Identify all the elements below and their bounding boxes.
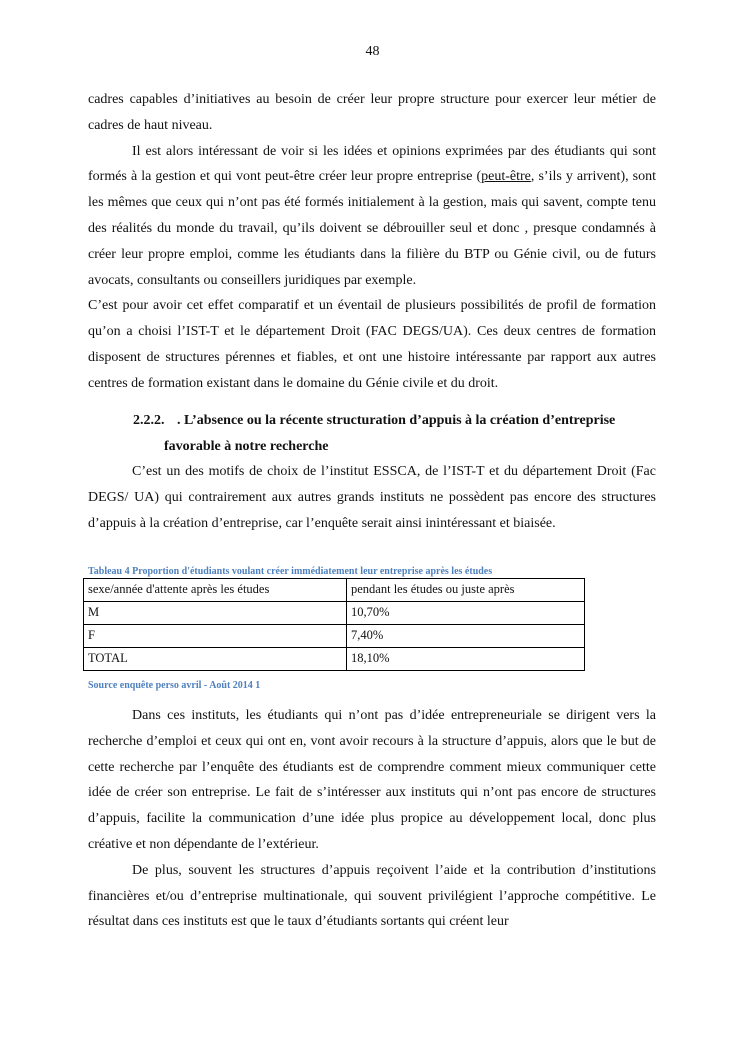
table-row: [84, 602, 585, 625]
paragraph-support: De plus, souvent les structures d’appuis reçoivent l’aide et la contribution d’institutions financières et/ou d’entreprise multinationale, qui souvent privilégient l’approche compétitive. Le résultat dans ces instituts est que le taux d’étudiants sortants qui créent leur: [88, 862, 656, 930]
section-title-line2: favorable à notre recherche: [164, 438, 329, 454]
table-source: Source enquête perso avril - Août 2014 1: [88, 680, 261, 691]
table-caption: Tableau 4 Proportion d'étudiants voulant créer immédiatement leur entreprise après les études: [88, 566, 493, 577]
table-header-cell: pendant les études ou juste après: [347, 579, 585, 602]
paragraph-continuation: cadres capables d’initiatives au besoin de créer leur propre structure pour exercer leur métier de cadres de haut niveau.: [88, 92, 656, 133]
data-table: [83, 578, 585, 671]
section-heading: [133, 408, 653, 460]
paragraph-text: , s’ils y arrivent), sont les mêmes que ceux qui n’ont pas été formés initialement à la gestion, mais qui savent, compte tenu des réalités du monde du travail, qu’ils doivent se débrouiller seul et donc , presque condamnés à créer leur propre emploi, comme les étudiants dans la filière du BTP ou Génie civil, ou de futurs avocats, consultants ou conseillers juridiques par exemple.: [88, 169, 657, 288]
paragraph-comparison: [88, 139, 656, 294]
table-header-cell: sexe/année d'attente après les études: [84, 579, 347, 602]
table-cell: 7,40%: [347, 625, 585, 648]
table-cell: M: [84, 602, 347, 625]
table-cell: TOTAL: [84, 648, 347, 671]
table-cell: 10,70%: [347, 602, 585, 625]
body-text-top: [88, 87, 656, 397]
underlined-word: peut-être: [481, 169, 531, 185]
page-number: 48: [365, 44, 380, 59]
paragraph-choice: C’est pour avoir cet effet comparatif et un éventail de plusieurs possibilités de profil de formation qu’on a choisi l’IST-T et le département Droit (FAC DEGS/UA). Ces deux centres de formation disposent de structures pérennes et fiables, et ont une histoire intéressante par rapport aux autres centres de formation existant dans le domaine du Génie civile et du droit.: [88, 298, 656, 391]
table-cell: 18,10%: [347, 648, 585, 671]
table-row: [84, 625, 585, 648]
table-row: [84, 648, 585, 671]
paragraph-text: Il est alors intéressant de voir si les idées et opinions exprimées par des étudiants qui sont formés à la gestion et qui vont peut-être créer leur propre entreprise (: [88, 143, 656, 185]
paragraph-institutes: Dans ces instituts, les étudiants qui n’ont pas d’idée entrepreneuriale se dirigent vers la recherche d’emploi et ceux qui ont en, vont avoir recours à la structure d’appuis, alors que le but de cette recherche par l’enquête des étudiants est de comprendre comment mieux communiquer cette idée de créer son entreprise. Le fait de s’intéresser aux instituts qui n’ont pas encore de structures d’appuis, facilite la communication d’une idée plus propice au développement local, donc plus créative et non dépendante de l’extérieur.: [88, 708, 656, 852]
table-header-row: [84, 579, 585, 602]
table-cell: F: [84, 625, 347, 648]
section-number: 2.2.2.: [133, 413, 165, 428]
section-title-line1: . L’absence ou la récente structuration d’appuis à la création d’entreprise: [177, 413, 616, 428]
body-text-bottom: [88, 703, 656, 935]
paragraph-motive: C’est un des motifs de choix de l’institut ESSCA, de l’IST-T et du département Droit (Fac DEGS/ UA) qui contrairement aux autres grands instituts ne possèdent pas encore des structures d’appuis à la création d’entreprise, car l’enquête serait ainsi inintéressant et biaisée.: [88, 464, 656, 531]
